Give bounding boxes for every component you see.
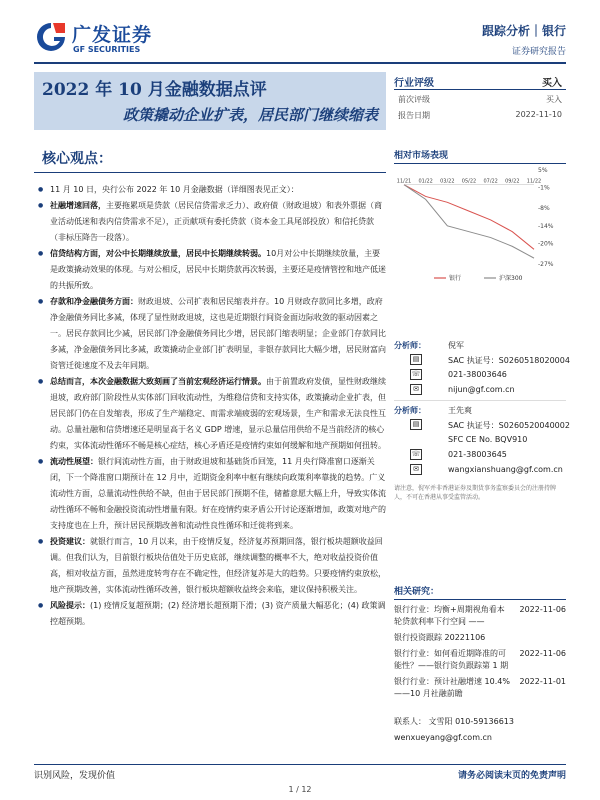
analyst-1-name-row: 分析师： 倪军: [394, 341, 464, 350]
analyst-2-name-row: 分析师： 王先爽: [394, 406, 472, 415]
footer-disclaimer: 请务必阅读末页的免责声明: [457, 771, 566, 781]
logo-text-cn: 广发证券: [72, 24, 153, 46]
page-number: 1 / 12: [288, 785, 312, 794]
legend-label: 银行: [449, 275, 462, 282]
x-tick-label: 11/21: [396, 178, 412, 185]
report-category: 跟踪分析｜银行: [481, 24, 566, 38]
x-tick-label: 01/22: [418, 178, 433, 185]
bullet-item: ● 流动性展望：银行间流动性方面，由于财政退坡和基础货币回笼，11 月央行降准窗口逐渐关闭，下一个降准窗口期预计在 12 月中，近期资金利率中枢有继续向政策利率靠拢的趋势。广义流动性方面，总量流动性供给不缺，但由于居民部门预期不佳，储蓄意愿大幅上升，导致实体流动性循环不畅和金融投资流动性增量有限。好在疫情约束矛盾公开讨论逐渐增加，政策对地产的支持度也在上升，预计居民预期改善和流动性良性循环和迁徙将到来。: [34, 454, 386, 534]
y-tick-label: -27%: [538, 261, 554, 268]
analyst-email[interactable]: wangxianshuang@gf.com.cn: [448, 465, 563, 474]
header-divider: [34, 62, 566, 64]
footer-divider: [34, 764, 566, 765]
core-bullets: [34, 182, 386, 630]
bullet-item: ● 风险提示：(1) 疫情反复超预期；(2) 经济增长超预期下滑；(3) 资产质量大幅恶化；(4) 政策调控超预期。: [34, 598, 386, 630]
analyst-name: 王先爽: [448, 406, 472, 415]
bullet-item: ● 存款和净金融债务方面：财政退坡、公司扩表和居民缩表并存。10 月财政存款同比多增，政府净金融债务同比多减，体现了显性财政退坡，这也是近期银行间资金面边际收敛的驱动因素之一。居民存款同比少减，居民部门净金融债务同比少增，居民部门缩表明显；企业部门存款同比多减，净金融债务同比多减，政策撬动企业部门扩表明显，非银存款同比大幅少增，居民财富向资管迁徙速度不及去年同期。: [34, 294, 386, 374]
y-tick-label: 5%: [538, 167, 548, 174]
chart-svg: [394, 164, 566, 288]
relative-performance-chart: [394, 148, 566, 288]
analyst-panel: 分析师： 倪军 ▤ SAC 执证号：S0260518020004 ☏ 021-38003646 ✉ nijun@gf.com.cn 分析师： 王先爽 ▤ SAC 执证号：S0260520040002 SFC CE No. BQV910 ☏ 021-38003645 ✉ wangxianshuang@gf.com.cn 请注意，倪军并非香港证券及期货事务监察委员会的注册持牌人，不可在香港从事受监管活动。: [394, 338, 566, 502]
rating-header: [394, 72, 566, 90]
legend-label: 沪深300: [499, 275, 523, 282]
bullet-lead: 流动性展望：: [50, 457, 98, 466]
related-item[interactable]: 银行行业：如何看近期降准的可能性？——银行资负跟踪第 1 期 2022-11-06: [394, 649, 566, 670]
analyst-divider: [394, 400, 566, 401]
related-research-panel: [394, 584, 566, 746]
rating-value: 买入: [542, 78, 562, 89]
bullet-lead: 存款和净金融债务方面：: [50, 297, 138, 306]
bullet-item: ● 信贷结构方面，对公中长期继续放量，居民中长期继续转弱。10月对公中长期继续放量，主要是政策撬动效果的体现。与对公相反，居民中长期贷款再次转弱，主要还是疫情管控和地产低迷的共振所致。: [34, 246, 386, 294]
logo-mark-icon: [34, 20, 68, 54]
bullet-lead: 风险提示：: [50, 601, 90, 610]
bullet-item: ● 11 月 10 日，央行公布 2022 年 10 月金融数据（详细图表见正文）：: [34, 182, 386, 198]
prev-rating-row: 前次评级 买入: [398, 95, 562, 104]
certificate-icon: ▤: [410, 419, 422, 430]
report-title: 2022 年 10 月金融数据点评: [42, 80, 267, 100]
bullet-lead: 投资建议：: [50, 537, 90, 546]
bullet-item: ● 社融增速回落，主要拖累项是贷款（居民信贷需求乏力）、政府债（财政退坡）和表外票据（商业活动低迷和表内信贷需求不足），正贡献项有委托贷款（资本金工具尾部投放）和信托贷款（非标压降告一段落）。: [34, 198, 386, 246]
chart-title: 相对市场表现: [394, 148, 566, 164]
bullet-lead: 社融增速回落，: [50, 201, 106, 210]
x-tick-label: 05/22: [461, 178, 477, 185]
bullet-lead: 信贷结构方面，对公中长期继续放量，居民中长期继续转弱。: [50, 249, 266, 258]
analyst-email[interactable]: nijun@gf.com.cn: [448, 385, 515, 394]
contact-label: 联系人：: [394, 717, 426, 726]
x-tick-label: 03/22: [440, 178, 455, 185]
core-divider: [34, 172, 386, 173]
related-item[interactable]: 银行行业：均衡+周期视角看本轮贷款利率下行空间 —— 2022-11-06: [394, 605, 566, 626]
rating-panel: [394, 72, 566, 122]
email-icon: ✉: [410, 384, 422, 395]
x-tick-label: 09/22: [505, 178, 520, 185]
phone-icon: ☏: [411, 450, 421, 458]
report-type: 证券研究报告: [511, 47, 566, 57]
related-heading: 相关研究：: [394, 584, 566, 600]
bullet-item: ● 投资建议：就银行而言，10 月以来，由于疫情反复，经济复苏预期回落，银行板块超额收益回调。但我们认为，目前银行板块估值处于历史底部，继续调整的概率不大，绝对收益投资价值高，相对收益方面，虽然进度转弯存在不确定性，但经济复苏是大的趋势。只要疫情约束放松，地产预期改善，实体流动性循环改善，银行板块超额收益终会来临，建议保持积极关注。: [34, 534, 386, 598]
footer-slogan: 识别风险，发现价值: [34, 771, 116, 781]
phone-icon: ☏: [411, 370, 421, 378]
title-block: [34, 72, 386, 130]
bullet-item: ● 总结而言，本次金融数据大致刻画了当前宏观经济运行情景。由于前置政府发债，显性财政继续退坡，政府部门阶段性从实体部门回收流动性，为维稳信贷和支持实体，政策撬动企业扩表，但居民部门仍在自发缩表，形成了生产端稳定、而需求端疲弱的宏观场景，生产和需求无法良性互动。总量社融和信贷增速还是明显高于名义 GDP 增速，显示总量信用供给不是当前经济的核心约束，实体流动性循环不畅是核心症结，核心矛盾还是疫情约束如何缓解和地产预期如何扭转。: [34, 374, 386, 454]
report-date-row: 报告日期 2022-11-10: [398, 110, 562, 120]
contact-name: 文雪阳 010-59136613: [428, 717, 514, 726]
series-line-银行: [404, 185, 534, 250]
y-tick-label: -20%: [538, 240, 554, 248]
bullet-lead: 总结而言，本次金融数据大致刻画了当前宏观经济运行情景。: [50, 377, 266, 386]
y-tick-label: -1%: [538, 184, 550, 192]
email-icon: ✉: [410, 464, 422, 475]
contact-email[interactable]: wenxueyang@gf.com.cn: [394, 733, 492, 742]
related-item[interactable]: 银行投资跟踪 20221106: [394, 633, 486, 642]
company-logo: [34, 20, 174, 58]
contact-block: [394, 714, 566, 746]
y-tick-label: -8%: [538, 205, 550, 213]
analyst-disclaimer: 请注意，倪军并非香港证券及期货事务监察委员会的注册持牌人，不可在香港从事受监管活动。: [394, 485, 557, 501]
x-tick-label: 07/22: [483, 178, 498, 185]
certificate-icon: ▤: [410, 354, 422, 365]
rating-label: 行业评级: [394, 78, 434, 89]
y-tick-label: -14%: [538, 222, 554, 230]
core-heading: 核心观点：: [42, 151, 112, 167]
report-subtitle: 政策撬动企业扩表，居民部门继续缩表: [122, 106, 378, 124]
logo-text-en: GF SECURITIES: [73, 45, 141, 54]
related-item[interactable]: 银行行业：预计社融增速 10.4%——10 月社融前瞻 2022-11-01: [394, 677, 566, 698]
x-tick-label: 11/22: [526, 178, 542, 185]
analyst-name: 倪军: [448, 341, 464, 350]
